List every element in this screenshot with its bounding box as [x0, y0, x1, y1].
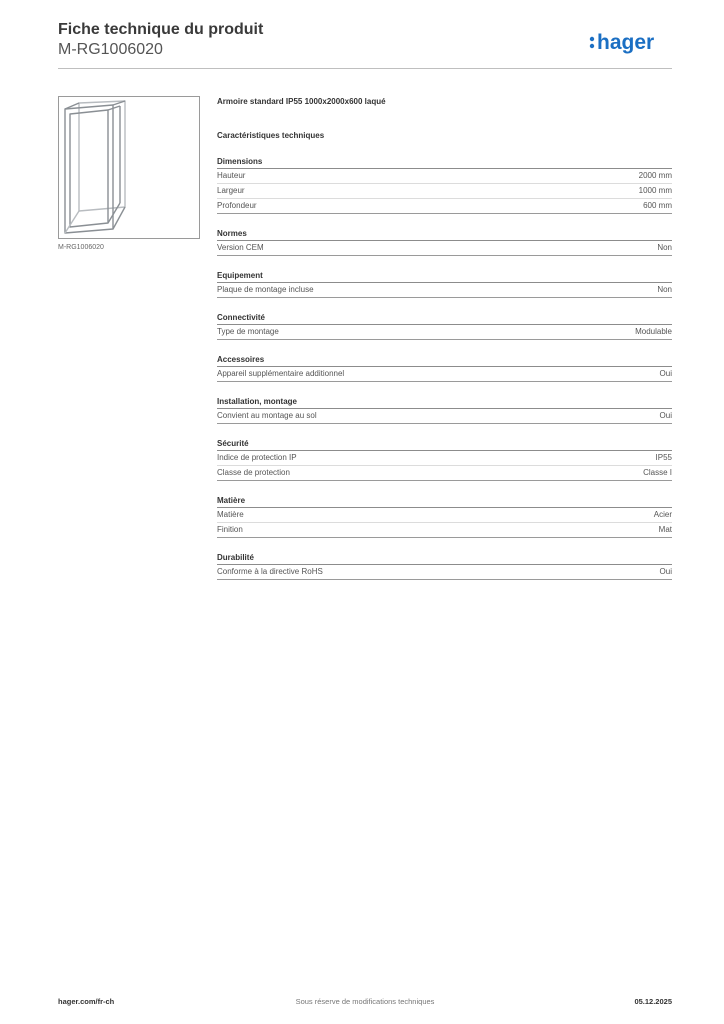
page-footer: [58, 996, 672, 1008]
spec-section: [217, 312, 672, 340]
spec-value: Modulable: [635, 327, 672, 336]
spec-row: [217, 184, 672, 199]
spec-label: Hauteur: [217, 171, 246, 180]
footer-date: 05.12.2025: [634, 997, 672, 1006]
spec-row: [217, 523, 672, 538]
spec-row: [217, 565, 672, 580]
section-title: Durabilité: [217, 552, 672, 565]
page-header: [58, 20, 672, 60]
spec-label: Convient au montage au sol: [217, 411, 317, 420]
spec-label: Type de montage: [217, 327, 279, 336]
footer-website-link[interactable]: hager.com/fr-ch: [58, 997, 115, 1006]
page-title: Fiche technique du produit: [58, 21, 264, 38]
product-reference: M-RG1006020: [58, 41, 163, 58]
spec-section: [217, 495, 672, 538]
spec-label: Profondeur: [217, 201, 257, 210]
spec-value: Oui: [659, 369, 672, 378]
spec-row: [217, 199, 672, 214]
hager-logo: [588, 28, 672, 54]
specifications: [217, 96, 672, 580]
spec-section: [217, 354, 672, 382]
spec-label: Matière: [217, 510, 244, 519]
spec-row: [217, 451, 672, 466]
spec-value: Non: [657, 243, 672, 252]
section-title: Dimensions: [217, 156, 672, 169]
spec-row: [217, 169, 672, 184]
spec-value: Classe I: [643, 468, 672, 477]
section-title: Matière: [217, 495, 672, 508]
image-caption: M-RG1006020: [58, 244, 104, 251]
section-title: Connectivité: [217, 312, 672, 325]
spec-value: Oui: [659, 411, 672, 420]
spec-row: [217, 241, 672, 256]
specs-heading: Caractéristiques techniques: [217, 131, 325, 140]
spec-value: 2000 mm: [638, 171, 672, 180]
spec-value: 600 mm: [643, 201, 672, 210]
spec-label: Largeur: [217, 186, 245, 195]
spec-section: [217, 396, 672, 424]
header-divider: [58, 68, 672, 69]
spec-value: Non: [657, 285, 672, 294]
spec-label: Plaque de montage incluse: [217, 285, 314, 294]
spec-row: [217, 325, 672, 340]
spec-row: [217, 367, 672, 382]
spec-label: Version CEM: [217, 243, 264, 252]
spec-row: [217, 508, 672, 523]
cabinet-frame-drawing: [59, 97, 199, 238]
spec-section: [217, 228, 672, 256]
spec-label: Appareil supplémentaire additionnel: [217, 369, 345, 378]
section-title: Accessoires: [217, 354, 672, 367]
section-title: Sécurité: [217, 438, 672, 451]
section-title: Equipement: [217, 270, 672, 283]
spec-value: 1000 mm: [638, 186, 672, 195]
spec-label: Conforme à la directive RoHS: [217, 567, 323, 576]
section-title: Normes: [217, 228, 672, 241]
spec-value: Oui: [659, 567, 672, 576]
spec-row: [217, 466, 672, 481]
spec-value: IP55: [655, 453, 672, 462]
spec-section: [217, 552, 672, 580]
product-image: [58, 96, 200, 239]
spec-label: Finition: [217, 525, 243, 534]
footer-disclaimer: Sous réserve de modifications techniques: [295, 997, 435, 1006]
section-title: Installation, montage: [217, 396, 672, 409]
spec-section: [217, 438, 672, 481]
spec-sections: [217, 156, 672, 580]
spec-value: Acier: [653, 510, 672, 519]
spec-label: Indice de protection IP: [217, 453, 297, 462]
spec-label: Classe de protection: [217, 468, 290, 477]
spec-row: [217, 409, 672, 424]
spec-value: Mat: [658, 525, 672, 534]
spec-section: [217, 156, 672, 214]
product-name: Armoire standard IP55 1000x2000x600 laqué: [217, 97, 386, 106]
logo-wordmark: hager: [597, 31, 655, 54]
spec-row: [217, 283, 672, 298]
spec-section: [217, 270, 672, 298]
